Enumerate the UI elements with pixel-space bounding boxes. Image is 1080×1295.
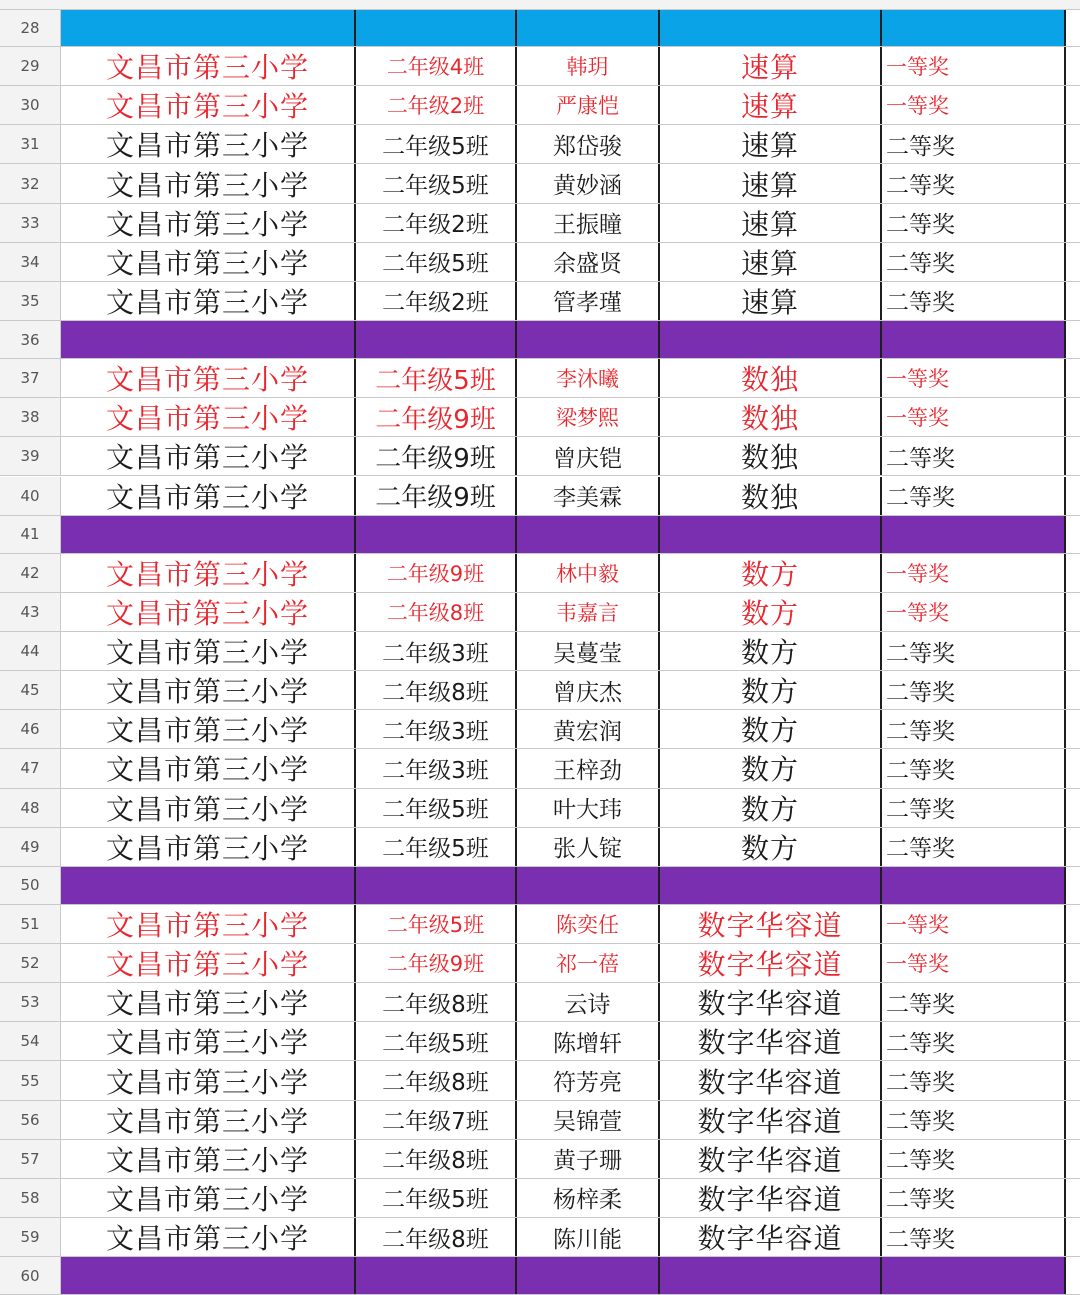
row-number[interactable]: 44: [0, 632, 61, 670]
student-name-cell[interactable]: 林中毅: [517, 554, 660, 592]
award-cell[interactable]: [882, 9, 1066, 46]
row-number[interactable]: 53: [0, 983, 61, 1021]
table-row[interactable]: [0, 1218, 1080, 1257]
event-cell[interactable]: 数字华容道: [660, 1218, 882, 1256]
school-cell[interactable]: 文昌市第三小学: [61, 282, 356, 320]
table-row[interactable]: [0, 710, 1080, 749]
row-number[interactable]: 48: [0, 789, 61, 827]
event-cell[interactable]: 数字华容道: [660, 983, 882, 1021]
row-number[interactable]: 52: [0, 944, 61, 982]
row-number[interactable]: 43: [0, 593, 61, 631]
event-cell[interactable]: 速算: [660, 86, 882, 124]
event-cell[interactable]: 数方: [660, 749, 882, 787]
class-cell[interactable]: [356, 1257, 517, 1294]
school-cell[interactable]: 文昌市第三小学: [61, 828, 356, 866]
award-cell[interactable]: 一等奖: [882, 86, 1066, 124]
table-row[interactable]: [0, 671, 1080, 710]
grid-edge: [1066, 1022, 1080, 1060]
award-cell[interactable]: [882, 1257, 1066, 1294]
event-cell[interactable]: 数字华容道: [660, 1140, 882, 1178]
award-cell[interactable]: 二等奖: [882, 1179, 1066, 1217]
school-cell[interactable]: [61, 321, 356, 358]
award-cell[interactable]: 一等奖: [882, 593, 1066, 631]
row-number[interactable]: 49: [0, 828, 61, 866]
grid-edge: [1066, 1101, 1080, 1139]
student-name-cell[interactable]: 祁一蓓: [517, 944, 660, 982]
student-name-cell[interactable]: 叶大玮: [517, 789, 660, 827]
school-cell[interactable]: 文昌市第三小学: [61, 86, 356, 124]
class-cell[interactable]: 二年级7班: [356, 1101, 517, 1139]
class-cell[interactable]: 二年级8班: [356, 593, 517, 631]
grid-edge: [1066, 983, 1080, 1021]
class-cell[interactable]: 二年级9班: [356, 477, 517, 515]
class-cell[interactable]: 二年级5班: [356, 125, 517, 163]
row-number[interactable]: 33: [0, 204, 61, 242]
grid-edge: [1066, 632, 1080, 670]
class-cell[interactable]: 二年级5班: [356, 1179, 517, 1217]
student-name-cell[interactable]: 吴锦萱: [517, 1101, 660, 1139]
student-name-cell[interactable]: 严康恺: [517, 86, 660, 124]
row-number[interactable]: 30: [0, 86, 61, 124]
student-name-cell[interactable]: 余盛贤: [517, 243, 660, 281]
student-name-cell[interactable]: 黄宏润: [517, 710, 660, 748]
school-cell[interactable]: 文昌市第三小学: [61, 1061, 356, 1099]
row-number[interactable]: 59: [0, 1218, 61, 1256]
event-cell[interactable]: 速算: [660, 204, 882, 242]
school-cell[interactable]: 文昌市第三小学: [61, 125, 356, 163]
school-cell[interactable]: 文昌市第三小学: [61, 593, 356, 631]
school-cell[interactable]: 文昌市第三小学: [61, 204, 356, 242]
table-row[interactable]: [0, 828, 1080, 867]
grid-edge: [1066, 710, 1080, 748]
school-cell[interactable]: 文昌市第三小学: [61, 1218, 356, 1256]
grid-edge: [1066, 1257, 1080, 1294]
class-cell[interactable]: 二年级5班: [356, 828, 517, 866]
grid-edge: [1066, 828, 1080, 866]
student-name-cell[interactable]: 陈增轩: [517, 1022, 660, 1060]
class-cell[interactable]: 二年级2班: [356, 204, 517, 242]
school-cell[interactable]: 文昌市第三小学: [61, 632, 356, 670]
class-cell[interactable]: 二年级5班: [356, 164, 517, 202]
top-strip: [0, 0, 1080, 10]
grid-edge: [1066, 321, 1080, 358]
grid-edge: [1066, 1061, 1080, 1099]
award-cell[interactable]: [882, 516, 1066, 553]
event-cell[interactable]: [660, 321, 882, 358]
class-cell[interactable]: 二年级3班: [356, 632, 517, 670]
event-cell[interactable]: 数独: [660, 477, 882, 515]
event-cell[interactable]: 数方: [660, 789, 882, 827]
event-cell[interactable]: 数方: [660, 593, 882, 631]
grid-edge: [1066, 282, 1080, 320]
award-cell[interactable]: 一等奖: [882, 944, 1066, 982]
row-number[interactable]: 29: [0, 47, 61, 85]
row-number[interactable]: 34: [0, 243, 61, 281]
award-cell[interactable]: 二等奖: [882, 282, 1066, 320]
award-cell[interactable]: 二等奖: [882, 1061, 1066, 1099]
student-name-cell[interactable]: [517, 321, 660, 358]
student-name-cell[interactable]: 韩玥: [517, 47, 660, 85]
table-row[interactable]: [0, 1101, 1080, 1140]
event-cell[interactable]: 数独: [660, 398, 882, 436]
student-name-cell[interactable]: 张人锭: [517, 828, 660, 866]
event-cell[interactable]: [660, 867, 882, 904]
student-name-cell[interactable]: 韦嘉言: [517, 593, 660, 631]
student-name-cell[interactable]: 云诗: [517, 983, 660, 1021]
event-cell[interactable]: 数方: [660, 554, 882, 592]
row-number[interactable]: 60: [0, 1257, 61, 1294]
award-cell[interactable]: 二等奖: [882, 1140, 1066, 1178]
grid-edge: [1066, 9, 1080, 46]
row-number[interactable]: 41: [0, 516, 61, 553]
grid-edge: [1066, 749, 1080, 787]
award-cell[interactable]: 二等奖: [882, 828, 1066, 866]
class-cell[interactable]: 二年级5班: [356, 905, 517, 943]
student-name-cell[interactable]: 郑岱骏: [517, 125, 660, 163]
row-number[interactable]: 58: [0, 1179, 61, 1217]
grid-edge: [1066, 593, 1080, 631]
row-number[interactable]: 54: [0, 1022, 61, 1060]
school-cell[interactable]: 文昌市第三小学: [61, 905, 356, 943]
award-cell[interactable]: 二等奖: [882, 243, 1066, 281]
grid-edge: [1066, 867, 1080, 904]
school-cell[interactable]: [61, 516, 356, 553]
class-cell[interactable]: 二年级3班: [356, 710, 517, 748]
event-cell[interactable]: 数字华容道: [660, 1101, 882, 1139]
event-cell[interactable]: 数字华容道: [660, 905, 882, 943]
student-name-cell[interactable]: 黄妙涵: [517, 164, 660, 202]
award-cell[interactable]: 二等奖: [882, 1022, 1066, 1060]
grid-edge: [1066, 1218, 1080, 1256]
event-cell[interactable]: 数方: [660, 671, 882, 709]
separator-row[interactable]: [0, 516, 1080, 554]
table-row[interactable]: [0, 359, 1080, 398]
award-cell[interactable]: 二等奖: [882, 125, 1066, 163]
grid-edge: [1066, 164, 1080, 202]
table-row[interactable]: [0, 47, 1080, 86]
table-row[interactable]: [0, 554, 1080, 593]
row-number[interactable]: 35: [0, 282, 61, 320]
row-number[interactable]: 55: [0, 1061, 61, 1099]
grid-edge: [1066, 944, 1080, 982]
class-cell[interactable]: 二年级5班: [356, 359, 517, 397]
event-cell[interactable]: 数独: [660, 359, 882, 397]
school-cell[interactable]: 文昌市第三小学: [61, 789, 356, 827]
separator-row[interactable]: [0, 1257, 1080, 1295]
table-row[interactable]: [0, 204, 1080, 243]
table-row[interactable]: [0, 1179, 1080, 1218]
class-cell[interactable]: 二年级8班: [356, 1061, 517, 1099]
school-cell[interactable]: 文昌市第三小学: [61, 1101, 356, 1139]
student-name-cell[interactable]: 李沐曦: [517, 359, 660, 397]
class-cell[interactable]: 二年级2班: [356, 282, 517, 320]
class-cell[interactable]: 二年级9班: [356, 554, 517, 592]
award-cell[interactable]: 二等奖: [882, 671, 1066, 709]
class-cell[interactable]: 二年级5班: [356, 243, 517, 281]
award-cell[interactable]: [882, 867, 1066, 904]
table-row[interactable]: [0, 1140, 1080, 1179]
award-cell[interactable]: 一等奖: [882, 554, 1066, 592]
event-cell[interactable]: 数字华容道: [660, 944, 882, 982]
table-row[interactable]: [0, 477, 1080, 516]
grid-edge: [1066, 671, 1080, 709]
student-name-cell[interactable]: 王梓劲: [517, 749, 660, 787]
class-cell[interactable]: 二年级8班: [356, 1140, 517, 1178]
award-cell[interactable]: 二等奖: [882, 983, 1066, 1021]
class-cell[interactable]: 二年级3班: [356, 749, 517, 787]
school-cell[interactable]: [61, 867, 356, 904]
student-name-cell[interactable]: 陈奕任: [517, 905, 660, 943]
class-cell[interactable]: [356, 867, 517, 904]
class-cell[interactable]: 二年级8班: [356, 671, 517, 709]
row-number[interactable]: 42: [0, 554, 61, 592]
grid-edge: [1066, 398, 1080, 436]
school-cell[interactable]: 文昌市第三小学: [61, 554, 356, 592]
student-name-cell[interactable]: 李美霖: [517, 477, 660, 515]
award-cell[interactable]: 一等奖: [882, 359, 1066, 397]
grid-edge: [1066, 47, 1080, 85]
event-cell[interactable]: 速算: [660, 164, 882, 202]
award-cell[interactable]: 二等奖: [882, 789, 1066, 827]
student-name-cell[interactable]: [517, 516, 660, 553]
event-cell[interactable]: 数字华容道: [660, 1061, 882, 1099]
table-row[interactable]: [0, 282, 1080, 321]
table-row[interactable]: [0, 749, 1080, 788]
class-cell[interactable]: 二年级9班: [356, 437, 517, 475]
table-row[interactable]: [0, 243, 1080, 282]
event-cell[interactable]: 数字华容道: [660, 1179, 882, 1217]
row-number[interactable]: 37: [0, 359, 61, 397]
separator-row[interactable]: [0, 321, 1080, 359]
school-cell[interactable]: 文昌市第三小学: [61, 710, 356, 748]
school-cell[interactable]: 文昌市第三小学: [61, 47, 356, 85]
table-row[interactable]: [0, 125, 1080, 164]
student-name-cell[interactable]: 陈川能: [517, 1218, 660, 1256]
class-cell[interactable]: 二年级5班: [356, 1022, 517, 1060]
student-name-cell[interactable]: 王振瞳: [517, 204, 660, 242]
event-cell[interactable]: 数方: [660, 632, 882, 670]
award-cell[interactable]: [882, 321, 1066, 358]
row-number[interactable]: 32: [0, 164, 61, 202]
grid-edge: [1066, 86, 1080, 124]
event-cell[interactable]: 数字华容道: [660, 1022, 882, 1060]
grid-edge: [1066, 516, 1080, 553]
award-cell[interactable]: 二等奖: [882, 632, 1066, 670]
student-name-cell[interactable]: 曾庆铠: [517, 437, 660, 475]
school-cell[interactable]: 文昌市第三小学: [61, 164, 356, 202]
event-cell[interactable]: [660, 516, 882, 553]
table-row[interactable]: [0, 789, 1080, 828]
table-row[interactable]: [0, 398, 1080, 437]
student-name-cell[interactable]: [517, 9, 660, 46]
separator-row[interactable]: [0, 9, 1080, 47]
table-row[interactable]: [0, 86, 1080, 125]
row-number[interactable]: 46: [0, 710, 61, 748]
award-cell[interactable]: 二等奖: [882, 164, 1066, 202]
row-number[interactable]: 28: [0, 9, 61, 46]
award-cell[interactable]: 二等奖: [882, 477, 1066, 515]
class-cell[interactable]: [356, 9, 517, 46]
row-number[interactable]: 50: [0, 867, 61, 904]
student-name-cell[interactable]: 管孝瑾: [517, 282, 660, 320]
row-number[interactable]: 51: [0, 905, 61, 943]
row-number[interactable]: 36: [0, 321, 61, 358]
event-cell[interactable]: 数方: [660, 828, 882, 866]
student-name-cell[interactable]: 梁梦熙: [517, 398, 660, 436]
school-cell[interactable]: [61, 9, 356, 46]
grid-edge: [1066, 905, 1080, 943]
event-cell[interactable]: [660, 9, 882, 46]
school-cell[interactable]: 文昌市第三小学: [61, 1179, 356, 1217]
table-row[interactable]: [0, 1022, 1080, 1061]
school-cell[interactable]: [61, 1257, 356, 1294]
school-cell[interactable]: 文昌市第三小学: [61, 398, 356, 436]
event-cell[interactable]: 速算: [660, 243, 882, 281]
class-cell[interactable]: 二年级5班: [356, 789, 517, 827]
award-cell[interactable]: 一等奖: [882, 905, 1066, 943]
row-number[interactable]: 39: [0, 437, 61, 475]
class-cell[interactable]: [356, 516, 517, 553]
event-cell[interactable]: [660, 1257, 882, 1294]
student-name-cell[interactable]: 符芳亮: [517, 1061, 660, 1099]
class-cell[interactable]: [356, 321, 517, 358]
school-cell[interactable]: 文昌市第三小学: [61, 1022, 356, 1060]
row-number[interactable]: 56: [0, 1101, 61, 1139]
table-row[interactable]: [0, 983, 1080, 1022]
row-number[interactable]: 47: [0, 749, 61, 787]
table-row[interactable]: [0, 1061, 1080, 1100]
table-row[interactable]: [0, 437, 1080, 476]
award-cell[interactable]: 二等奖: [882, 437, 1066, 475]
grid-edge: [1066, 554, 1080, 592]
row-number[interactable]: 38: [0, 398, 61, 436]
award-cell[interactable]: 一等奖: [882, 47, 1066, 85]
row-number[interactable]: 45: [0, 671, 61, 709]
event-cell[interactable]: 速算: [660, 47, 882, 85]
award-cell[interactable]: 二等奖: [882, 204, 1066, 242]
class-cell[interactable]: 二年级4班: [356, 47, 517, 85]
table-row[interactable]: [0, 905, 1080, 944]
grid-edge: [1066, 243, 1080, 281]
table-row[interactable]: [0, 164, 1080, 203]
student-name-cell[interactable]: [517, 1257, 660, 1294]
separator-row[interactable]: [0, 867, 1080, 905]
class-cell[interactable]: 二年级8班: [356, 1218, 517, 1256]
school-cell[interactable]: 文昌市第三小学: [61, 671, 356, 709]
school-cell[interactable]: 文昌市第三小学: [61, 243, 356, 281]
event-cell[interactable]: 数方: [660, 710, 882, 748]
event-cell[interactable]: 数独: [660, 437, 882, 475]
class-cell[interactable]: 二年级9班: [356, 944, 517, 982]
class-cell[interactable]: 二年级2班: [356, 86, 517, 124]
school-cell[interactable]: 文昌市第三小学: [61, 477, 356, 515]
award-cell[interactable]: 一等奖: [882, 398, 1066, 436]
award-cell[interactable]: 二等奖: [882, 1218, 1066, 1256]
school-cell[interactable]: 文昌市第三小学: [61, 359, 356, 397]
row-number[interactable]: 57: [0, 1140, 61, 1178]
grid-edge: [1066, 204, 1080, 242]
class-cell[interactable]: 二年级8班: [356, 983, 517, 1021]
student-name-cell[interactable]: [517, 867, 660, 904]
grid-edge: [1066, 1179, 1080, 1217]
school-cell[interactable]: 文昌市第三小学: [61, 437, 356, 475]
row-number[interactable]: 40: [0, 477, 61, 515]
class-cell[interactable]: 二年级9班: [356, 398, 517, 436]
table-row[interactable]: [0, 593, 1080, 632]
event-cell[interactable]: 速算: [660, 125, 882, 163]
grid-edge: [1066, 1140, 1080, 1178]
school-cell[interactable]: 文昌市第三小学: [61, 983, 356, 1021]
grid-edge: [1066, 437, 1080, 475]
table-row[interactable]: [0, 944, 1080, 983]
grid-edge: [1066, 789, 1080, 827]
event-cell[interactable]: 速算: [660, 282, 882, 320]
award-cell[interactable]: 二等奖: [882, 710, 1066, 748]
school-cell[interactable]: 文昌市第三小学: [61, 944, 356, 982]
student-name-cell[interactable]: 杨梓柔: [517, 1179, 660, 1217]
student-name-cell[interactable]: 吴蔓莹: [517, 632, 660, 670]
row-number[interactable]: 31: [0, 125, 61, 163]
student-name-cell[interactable]: 曾庆杰: [517, 671, 660, 709]
grid-edge: [1066, 477, 1080, 515]
award-cell[interactable]: 二等奖: [882, 1101, 1066, 1139]
school-cell[interactable]: 文昌市第三小学: [61, 1140, 356, 1178]
student-name-cell[interactable]: 黄子珊: [517, 1140, 660, 1178]
grid-edge: [1066, 125, 1080, 163]
school-cell[interactable]: 文昌市第三小学: [61, 749, 356, 787]
table-row[interactable]: [0, 632, 1080, 671]
award-cell[interactable]: 二等奖: [882, 749, 1066, 787]
grid-edge: [1066, 359, 1080, 397]
